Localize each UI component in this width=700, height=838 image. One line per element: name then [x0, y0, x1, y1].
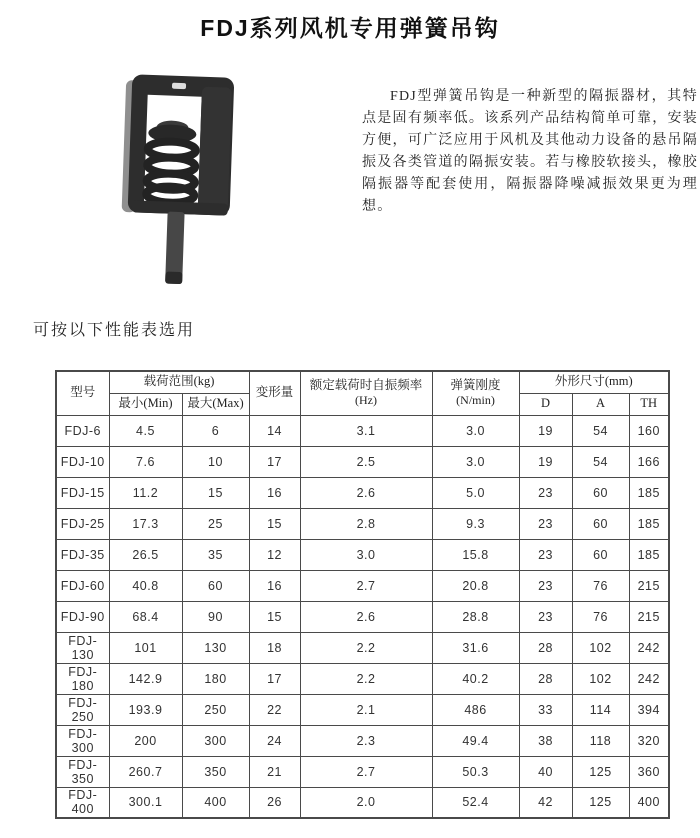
table-row — [56, 415, 669, 446]
value-cell: 40.8 — [109, 570, 182, 601]
model-cell: FDJ-350 — [56, 756, 109, 787]
value-cell: 400 — [182, 787, 249, 818]
value-cell: 19 — [519, 446, 572, 477]
page-title: FDJ系列风机专用弹簧吊钩 — [200, 15, 500, 41]
value-cell: 320 — [629, 725, 669, 756]
value-cell: 22 — [249, 694, 300, 725]
value-cell: 17 — [249, 446, 300, 477]
header-model: 型号 — [56, 371, 109, 415]
value-cell: 25 — [182, 508, 249, 539]
value-cell: 260.7 — [109, 756, 182, 787]
selection-note: 可按以下性能表选用 — [33, 322, 196, 339]
value-cell: 23 — [519, 601, 572, 632]
value-cell: 250 — [182, 694, 249, 725]
header-dim-a: A — [572, 393, 629, 415]
value-cell: 360 — [629, 756, 669, 787]
value-cell: 38 — [519, 725, 572, 756]
performance-table — [55, 370, 670, 819]
model-cell: FDJ-250 — [56, 694, 109, 725]
model-cell: FDJ-25 — [56, 508, 109, 539]
header-load-max: 最大(Max) — [182, 393, 249, 415]
value-cell: 23 — [519, 539, 572, 570]
value-cell: 15 — [249, 508, 300, 539]
value-cell: 3.0 — [432, 446, 519, 477]
value-cell: 54 — [572, 415, 629, 446]
header-deformation: 变形量 — [249, 371, 300, 415]
value-cell: 7.6 — [109, 446, 182, 477]
performance-table-body — [56, 415, 669, 818]
table-row — [56, 477, 669, 508]
value-cell: 166 — [629, 446, 669, 477]
value-cell: 2.3 — [300, 725, 432, 756]
header-stiffness-unit: (N/min) — [456, 393, 495, 408]
value-cell: 16 — [249, 477, 300, 508]
value-cell: 242 — [629, 663, 669, 694]
value-cell: 52.4 — [432, 787, 519, 818]
value-cell: 215 — [629, 570, 669, 601]
table-row — [56, 508, 669, 539]
value-cell: 486 — [432, 694, 519, 725]
value-cell: 28 — [519, 663, 572, 694]
model-cell: FDJ-180 — [56, 663, 109, 694]
value-cell: 14 — [249, 415, 300, 446]
value-cell: 2.6 — [300, 601, 432, 632]
header-frequency-label: 额定载荷时自振频率 — [309, 377, 423, 392]
header-frequency — [300, 371, 432, 415]
value-cell: 185 — [629, 508, 669, 539]
value-cell: 125 — [572, 756, 629, 787]
header-stiffness — [432, 371, 519, 415]
value-cell: 28 — [519, 632, 572, 663]
header-load-range: 载荷范围(kg) — [109, 371, 249, 393]
value-cell: 26 — [249, 787, 300, 818]
value-cell: 4.5 — [109, 415, 182, 446]
value-cell: 3.0 — [300, 539, 432, 570]
value-cell: 23 — [519, 477, 572, 508]
value-cell: 60 — [182, 570, 249, 601]
value-cell: 15.8 — [432, 539, 519, 570]
table-row — [56, 539, 669, 570]
model-cell: FDJ-10 — [56, 446, 109, 477]
model-cell: FDJ-60 — [56, 570, 109, 601]
value-cell: 400 — [629, 787, 669, 818]
value-cell: 2.0 — [300, 787, 432, 818]
table-row — [56, 570, 669, 601]
value-cell: 17.3 — [109, 508, 182, 539]
model-cell: FDJ-400 — [56, 787, 109, 818]
value-cell: 21 — [249, 756, 300, 787]
header-dim-th: TH — [629, 393, 669, 415]
table-row — [56, 725, 669, 756]
value-cell: 40 — [519, 756, 572, 787]
value-cell: 76 — [572, 570, 629, 601]
value-cell: 300 — [182, 725, 249, 756]
value-cell: 185 — [629, 539, 669, 570]
value-cell: 5.0 — [432, 477, 519, 508]
value-cell: 60 — [572, 539, 629, 570]
value-cell: 200 — [109, 725, 182, 756]
table-header — [56, 371, 669, 415]
model-cell: FDJ-15 — [56, 477, 109, 508]
spring-hanger-illustration — [106, 74, 344, 298]
value-cell: 125 — [572, 787, 629, 818]
value-cell: 23 — [519, 508, 572, 539]
value-cell: 35 — [182, 539, 249, 570]
value-cell: 42 — [519, 787, 572, 818]
table-row — [56, 446, 669, 477]
model-cell: FDJ-6 — [56, 415, 109, 446]
value-cell: 193.9 — [109, 694, 182, 725]
value-cell: 215 — [629, 601, 669, 632]
table-row — [56, 601, 669, 632]
value-cell: 90 — [182, 601, 249, 632]
value-cell: 20.8 — [432, 570, 519, 601]
value-cell: 60 — [572, 508, 629, 539]
value-cell: 2.7 — [300, 570, 432, 601]
value-cell: 68.4 — [109, 601, 182, 632]
value-cell: 17 — [249, 663, 300, 694]
table-row — [56, 787, 669, 818]
model-cell: FDJ-300 — [56, 725, 109, 756]
value-cell: 185 — [629, 477, 669, 508]
value-cell: 24 — [249, 725, 300, 756]
header-dimensions: 外形尺寸(mm) — [519, 371, 669, 393]
value-cell: 23 — [519, 570, 572, 601]
table-row — [56, 663, 669, 694]
value-cell: 26.5 — [109, 539, 182, 570]
intro-paragraph: FDJ型弹簧吊钩是一种新型的隔振器材，其特点是固有频率低。该系列产品结构简单可靠，安装方便，可广泛应用于风机及其他动力设备的悬吊隔振及各类管道的隔振安装。若与橡胶软接头，橡胶隔振器等配套使用，隔振器降噪减振效果更为理想。 — [362, 89, 698, 214]
value-cell: 15 — [182, 477, 249, 508]
model-cell: FDJ-90 — [56, 601, 109, 632]
value-cell: 3.1 — [300, 415, 432, 446]
value-cell: 2.1 — [300, 694, 432, 725]
value-cell: 2.7 — [300, 756, 432, 787]
value-cell: 2.8 — [300, 508, 432, 539]
value-cell: 2.5 — [300, 446, 432, 477]
value-cell: 40.2 — [432, 663, 519, 694]
value-cell: 102 — [572, 632, 629, 663]
value-cell: 142.9 — [109, 663, 182, 694]
value-cell: 102 — [572, 663, 629, 694]
value-cell: 15 — [249, 601, 300, 632]
value-cell: 60 — [572, 477, 629, 508]
value-cell: 50.3 — [432, 756, 519, 787]
value-cell: 6 — [182, 415, 249, 446]
value-cell: 130 — [182, 632, 249, 663]
value-cell: 18 — [249, 632, 300, 663]
value-cell: 180 — [182, 663, 249, 694]
value-cell: 11.2 — [109, 477, 182, 508]
frame-right-bar — [198, 87, 232, 210]
spring-coil — [146, 120, 197, 204]
value-cell: 114 — [572, 694, 629, 725]
value-cell: 394 — [629, 694, 669, 725]
header-dim-d: D — [519, 393, 572, 415]
value-cell: 54 — [572, 446, 629, 477]
value-cell: 160 — [629, 415, 669, 446]
value-cell: 31.6 — [432, 632, 519, 663]
table-row — [56, 694, 669, 725]
product-photo — [106, 74, 344, 298]
value-cell: 19 — [519, 415, 572, 446]
header-load-min: 最小(Min) — [109, 393, 182, 415]
frame-highlight — [172, 83, 186, 89]
value-cell: 2.2 — [300, 632, 432, 663]
value-cell: 12 — [249, 539, 300, 570]
value-cell: 3.0 — [432, 415, 519, 446]
hanger-rod-tip — [165, 272, 182, 285]
table-row — [56, 632, 669, 663]
value-cell: 10 — [182, 446, 249, 477]
header-frequency-unit: (Hz) — [355, 393, 377, 408]
value-cell: 33 — [519, 694, 572, 725]
value-cell: 300.1 — [109, 787, 182, 818]
value-cell: 16 — [249, 570, 300, 601]
model-cell: FDJ-130 — [56, 632, 109, 663]
value-cell: 101 — [109, 632, 182, 663]
value-cell: 76 — [572, 601, 629, 632]
model-cell: FDJ-35 — [56, 539, 109, 570]
value-cell: 9.3 — [432, 508, 519, 539]
value-cell: 242 — [629, 632, 669, 663]
value-cell: 28.8 — [432, 601, 519, 632]
value-cell: 49.4 — [432, 725, 519, 756]
value-cell: 2.2 — [300, 663, 432, 694]
value-cell: 350 — [182, 756, 249, 787]
value-cell: 2.6 — [300, 477, 432, 508]
table-row — [56, 756, 669, 787]
value-cell: 118 — [572, 725, 629, 756]
header-stiffness-label: 弹簧刚度 — [450, 377, 501, 392]
